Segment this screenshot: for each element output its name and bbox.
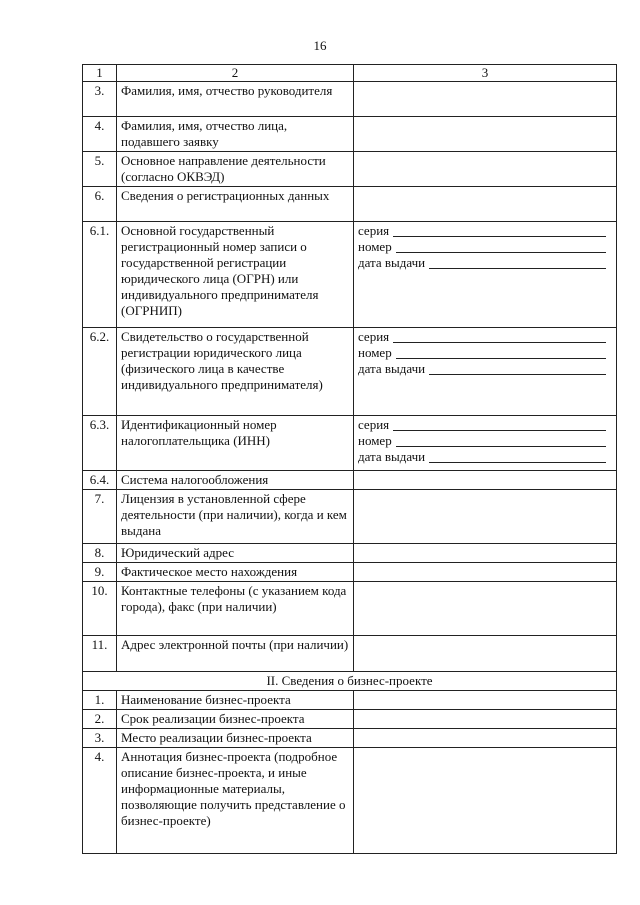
- row-value-cell: [354, 222, 617, 328]
- number-field[interactable]: [358, 239, 612, 255]
- table-row: [83, 152, 617, 187]
- row-number: 5.: [83, 152, 117, 187]
- table-row: [83, 748, 617, 854]
- column-header-3: 3: [354, 65, 617, 82]
- section-header-row: [83, 672, 617, 691]
- row-number: 8.: [83, 544, 117, 563]
- row-label: Фамилия, имя, отчество лица, подавшего заявку: [117, 117, 354, 152]
- series-label: серия: [358, 329, 390, 344]
- row-number: 9.: [83, 563, 117, 582]
- row-label: Основной государственный регистрационный номер записи о государственной регистрации юридического лица (ОГРН) или индивидуального предпринимателя (ОГРНИП): [117, 222, 354, 328]
- row-number: 3.: [83, 82, 117, 117]
- row-value-cell[interactable]: [354, 471, 617, 490]
- table-row: [83, 563, 617, 582]
- series-field[interactable]: [358, 329, 612, 345]
- table-row: [83, 582, 617, 636]
- series-label: серия: [358, 223, 390, 238]
- row-label: Срок реализации бизнес-проекта: [117, 710, 354, 729]
- series-blank-line[interactable]: [393, 430, 606, 431]
- table-row: [83, 471, 617, 490]
- row-number: 6.1.: [83, 222, 117, 328]
- table-row: [83, 416, 617, 471]
- row-value-cell[interactable]: [354, 490, 617, 544]
- number-field[interactable]: [358, 433, 612, 449]
- row-label: Аннотация бизнес-проекта (подробное описание бизнес-проекта, и иные информационные материалы, позволяющие получить представление о бизнес-проекте): [117, 748, 354, 854]
- row-number: 6.2.: [83, 328, 117, 416]
- issue-date-field[interactable]: [358, 449, 612, 465]
- table-row: [83, 729, 617, 748]
- row-value-cell: [354, 328, 617, 416]
- number-blank-line[interactable]: [396, 252, 606, 253]
- table-header-row: [83, 65, 617, 82]
- series-blank-line[interactable]: [393, 236, 606, 237]
- row-label: Основное направление деятельности (согласно ОКВЭД): [117, 152, 354, 187]
- row-number: 2.: [83, 710, 117, 729]
- series-field[interactable]: [358, 417, 612, 433]
- row-number: 1.: [83, 691, 117, 710]
- row-label: Контактные телефоны (с указанием кода города), факс (при наличии): [117, 582, 354, 636]
- table-row: [83, 328, 617, 416]
- row-number: 11.: [83, 636, 117, 672]
- table-row: [83, 490, 617, 544]
- row-value-cell[interactable]: [354, 636, 617, 672]
- number-blank-line[interactable]: [396, 446, 606, 447]
- number-label: номер: [358, 345, 392, 360]
- row-value-cell[interactable]: [354, 82, 617, 117]
- row-value-cell[interactable]: [354, 710, 617, 729]
- number-blank-line[interactable]: [396, 358, 606, 359]
- row-value-cell[interactable]: [354, 582, 617, 636]
- number-label: номер: [358, 433, 392, 448]
- row-label: Свидетельство о государственной регистрации юридического лица (физического лица в качестве индивидуального предпринимателя): [117, 328, 354, 416]
- table-row: [83, 117, 617, 152]
- row-number: 6.: [83, 187, 117, 222]
- row-label: Лицензия в установленной сфере деятельности (при наличии), когда и кем выдана: [117, 490, 354, 544]
- row-label: Юридический адрес: [117, 544, 354, 563]
- issue-date-blank-line[interactable]: [429, 268, 606, 269]
- table-row: [83, 222, 617, 328]
- issue-date-field[interactable]: [358, 361, 612, 377]
- issue-date-blank-line[interactable]: [429, 374, 606, 375]
- issue-date-label: дата выдачи: [358, 255, 426, 270]
- row-number: 10.: [83, 582, 117, 636]
- table-row: [83, 82, 617, 117]
- row-number: 6.4.: [83, 471, 117, 490]
- series-blank-line[interactable]: [393, 342, 606, 343]
- page-number: 16: [313, 38, 327, 53]
- row-value-cell[interactable]: [354, 729, 617, 748]
- row-value-cell[interactable]: [354, 563, 617, 582]
- issue-date-field[interactable]: [358, 255, 612, 271]
- application-form-table: [82, 64, 617, 854]
- column-header-1: 1: [83, 65, 117, 82]
- section-title: II. Сведения о бизнес-проекте: [83, 672, 617, 691]
- row-label: Фамилия, имя, отчество руководителя: [117, 82, 354, 117]
- row-value-cell[interactable]: [354, 187, 617, 222]
- row-label: Фактическое место нахождения: [117, 563, 354, 582]
- row-number: 7.: [83, 490, 117, 544]
- row-label: Адрес электронной почты (при наличии): [117, 636, 354, 672]
- row-number: 3.: [83, 729, 117, 748]
- row-label: Идентификационный номер налогоплательщика (ИНН): [117, 416, 354, 471]
- row-number: 4.: [83, 117, 117, 152]
- number-field[interactable]: [358, 345, 612, 361]
- row-value-cell[interactable]: [354, 544, 617, 563]
- row-label: Сведения о регистрационных данных: [117, 187, 354, 222]
- column-header-2: 2: [117, 65, 354, 82]
- table-row: [83, 691, 617, 710]
- row-label: Система налогообложения: [117, 471, 354, 490]
- number-label: номер: [358, 239, 392, 254]
- issue-date-blank-line[interactable]: [429, 462, 606, 463]
- issue-date-label: дата выдачи: [358, 449, 426, 464]
- row-number: 6.3.: [83, 416, 117, 471]
- row-value-cell[interactable]: [354, 117, 617, 152]
- table-row: [83, 636, 617, 672]
- row-value-cell[interactable]: [354, 691, 617, 710]
- table-row: [83, 710, 617, 729]
- table-row: [83, 187, 617, 222]
- series-field[interactable]: [358, 223, 612, 239]
- row-label: Место реализации бизнес-проекта: [117, 729, 354, 748]
- row-label: Наименование бизнес-проекта: [117, 691, 354, 710]
- row-value-cell: [354, 416, 617, 471]
- row-number: 4.: [83, 748, 117, 854]
- row-value-cell[interactable]: [354, 748, 617, 854]
- series-label: серия: [358, 417, 390, 432]
- issue-date-label: дата выдачи: [358, 361, 426, 376]
- table-row: [83, 544, 617, 563]
- row-value-cell[interactable]: [354, 152, 617, 187]
